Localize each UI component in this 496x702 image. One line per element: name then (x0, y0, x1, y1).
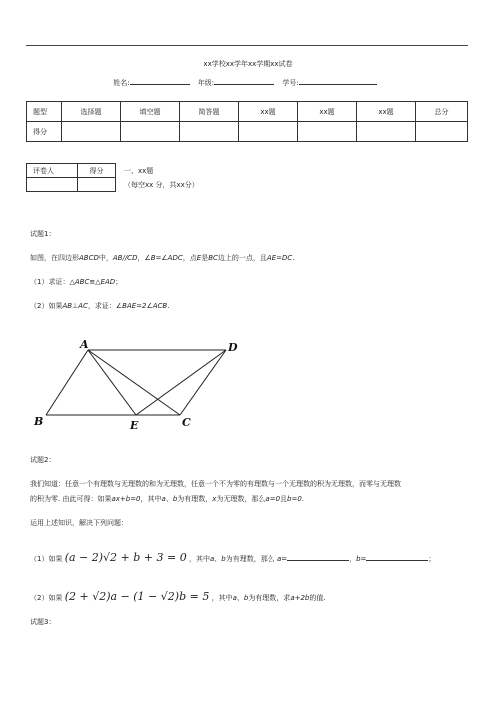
q2-part1-text: （1）如果 (30, 555, 63, 563)
q2-part1-text: b= (356, 555, 367, 563)
segment-AC (88, 350, 180, 415)
q2-para-line2 (30, 494, 304, 504)
header-cell: 总分 (416, 102, 468, 122)
q1-part1-text: △ABC≌△EAD (69, 278, 116, 286)
q1-stem-text: 边上的一点，且 (217, 254, 267, 262)
score-cell[interactable] (357, 122, 416, 142)
q2-part2-text: a (232, 594, 237, 602)
q1-stem-text: 如图，在四边形 (30, 254, 79, 262)
number-label: 学号: (282, 79, 299, 87)
q2-part1-text: 、 (214, 555, 222, 563)
q2-part1-formula: (a − 2)√2 + b + 3 = 0 (64, 551, 187, 564)
q1-stem (30, 253, 295, 263)
exam-title: xx学校xx学年xx学期xx试卷 (203, 60, 293, 68)
header-rule (26, 45, 468, 46)
q1-part2-text: ，求证： (87, 302, 116, 310)
q1-stem-text: ABCD (79, 254, 99, 262)
vertex-label-B: B (34, 415, 44, 428)
answer-blank-b[interactable] (366, 553, 428, 561)
q2-text: a=0 (265, 495, 281, 503)
q2-text: 且 (280, 495, 288, 503)
header-cell: 填空题 (121, 102, 180, 122)
vertex-label-E: E (130, 419, 139, 432)
answer-blank-a[interactable] (287, 553, 349, 561)
q1-part2-text: . (167, 302, 170, 310)
q2-text: . (301, 495, 305, 503)
grader-score-label: 得分 (78, 164, 116, 178)
q2-label: 试题2： (30, 456, 56, 464)
q2-text: b (172, 495, 178, 503)
q1-part2-text: AB⊥AC (62, 302, 88, 310)
q1-stem-text: AB//CD (112, 254, 138, 262)
figure-lines (46, 350, 226, 415)
q2-text: b=0 (287, 495, 302, 503)
section-subtitle: （每空xx 分，共xx分） (124, 181, 199, 189)
reviewer-label: 评卷人 (27, 164, 78, 178)
q2-text: 为无理数，那么 (216, 495, 266, 503)
score-table (26, 101, 468, 142)
q2-part1-text: ； (428, 555, 436, 563)
q2-text: ax+b=0 (111, 495, 141, 503)
header-cell: 简答题 (180, 102, 239, 122)
q1-part1-text: ； (115, 278, 123, 286)
q1-part2-text: ∠BAE=2∠ACB (115, 302, 168, 310)
q1-geometry-figure (28, 334, 258, 434)
vertex-label-D: D (228, 341, 238, 354)
name-label: 姓名: (113, 79, 130, 87)
q2-part1-text: b (221, 555, 226, 563)
q2-part2-text: （2）如果 (30, 594, 63, 602)
q2-text: 为有理数， (177, 495, 213, 503)
q2-text: 、 (165, 495, 173, 503)
q1-stem-text: . (292, 254, 295, 262)
number-blank[interactable] (299, 77, 377, 85)
vertex-label-C: C (182, 416, 191, 429)
q1-part2 (30, 301, 169, 311)
header-cell: 题型 (27, 102, 62, 122)
student-info-line (0, 77, 496, 88)
q1-stem-text: E (196, 254, 202, 262)
grader-score-cell[interactable] (78, 178, 116, 192)
q1-label: 试题1： (30, 230, 56, 238)
segment-AE (88, 350, 136, 415)
name-blank[interactable] (130, 77, 190, 85)
score-table-score-row (27, 122, 468, 142)
q1-stem-text: 是 (201, 254, 209, 262)
q2-para-line1: 我们知道：任意一个有理数与无理数的和为无理数，任意一个不为零的有理数与一个无理数的积为无理数，而零与无理数 (30, 480, 401, 488)
q1-stem-text: ，点 (182, 254, 197, 262)
q2-part2 (30, 590, 326, 603)
vertex-label-A: A (80, 338, 89, 351)
score-cell[interactable] (416, 122, 468, 142)
score-cell[interactable] (121, 122, 180, 142)
q2-part2-text: a+2b (290, 594, 310, 602)
score-table-header-row (27, 102, 468, 122)
q2-part2-text: 、 (236, 594, 244, 602)
q2-text: ，其中 (140, 495, 162, 503)
q2-part2-text: b (243, 594, 249, 602)
section-title: 一、xx题 (124, 167, 154, 175)
score-row-label: 得分 (27, 122, 62, 142)
q2-part2-text: 为有理数，求 (248, 594, 291, 602)
score-cell[interactable] (239, 122, 298, 142)
q2-part2-text: ，其中 (211, 594, 233, 602)
q2-text: x (212, 495, 217, 503)
q2-intro: 运用上述知识，解决下列问题： (30, 519, 128, 527)
q2-part1-text: a= (276, 555, 288, 563)
header-cell: 选择题 (62, 102, 121, 122)
header-cell: xx题 (298, 102, 357, 122)
q2-part1-text: a (209, 555, 215, 563)
header-cell: xx题 (239, 102, 298, 122)
segment-DE (136, 350, 226, 415)
header-cell: xx题 (357, 102, 416, 122)
score-cell[interactable] (62, 122, 121, 142)
q1-stem-text: BC (208, 254, 218, 262)
q1-stem-text: ， (137, 254, 145, 262)
q1-stem-text: 中， (98, 254, 113, 262)
q3-label: 试题3： (30, 618, 56, 626)
q1-part2-text: （2）如果 (30, 302, 63, 310)
q2-text: 的积为零. 由此可得：如果 (30, 495, 112, 503)
q2-part2-text: 的值. (309, 594, 326, 602)
section-heading (124, 164, 199, 192)
segment-AB (46, 350, 88, 415)
q2-part1-text: ，其中 (188, 555, 210, 563)
q1-part1 (30, 277, 122, 287)
segment-DC (180, 350, 226, 415)
grader-table (26, 163, 116, 192)
q2-part2-formula: (2 + √2)a − (1 − √2)b = 5 (64, 590, 210, 603)
grade-label: 年级: (197, 79, 215, 87)
q2-part1-text: ， (349, 555, 357, 563)
score-cell[interactable] (180, 122, 239, 142)
q2-part1 (30, 551, 435, 564)
score-cell[interactable] (298, 122, 357, 142)
q1-stem-text: AE=DC (266, 254, 293, 262)
q1-stem-text: ∠B=∠ADC (144, 254, 183, 262)
reviewer-cell[interactable] (27, 178, 78, 192)
q2-text: a (161, 495, 166, 503)
q2-part1-text: 为有理数，那么 (225, 555, 275, 563)
grade-blank[interactable] (214, 77, 274, 85)
q1-part1-text: （1）求证： (30, 278, 70, 286)
